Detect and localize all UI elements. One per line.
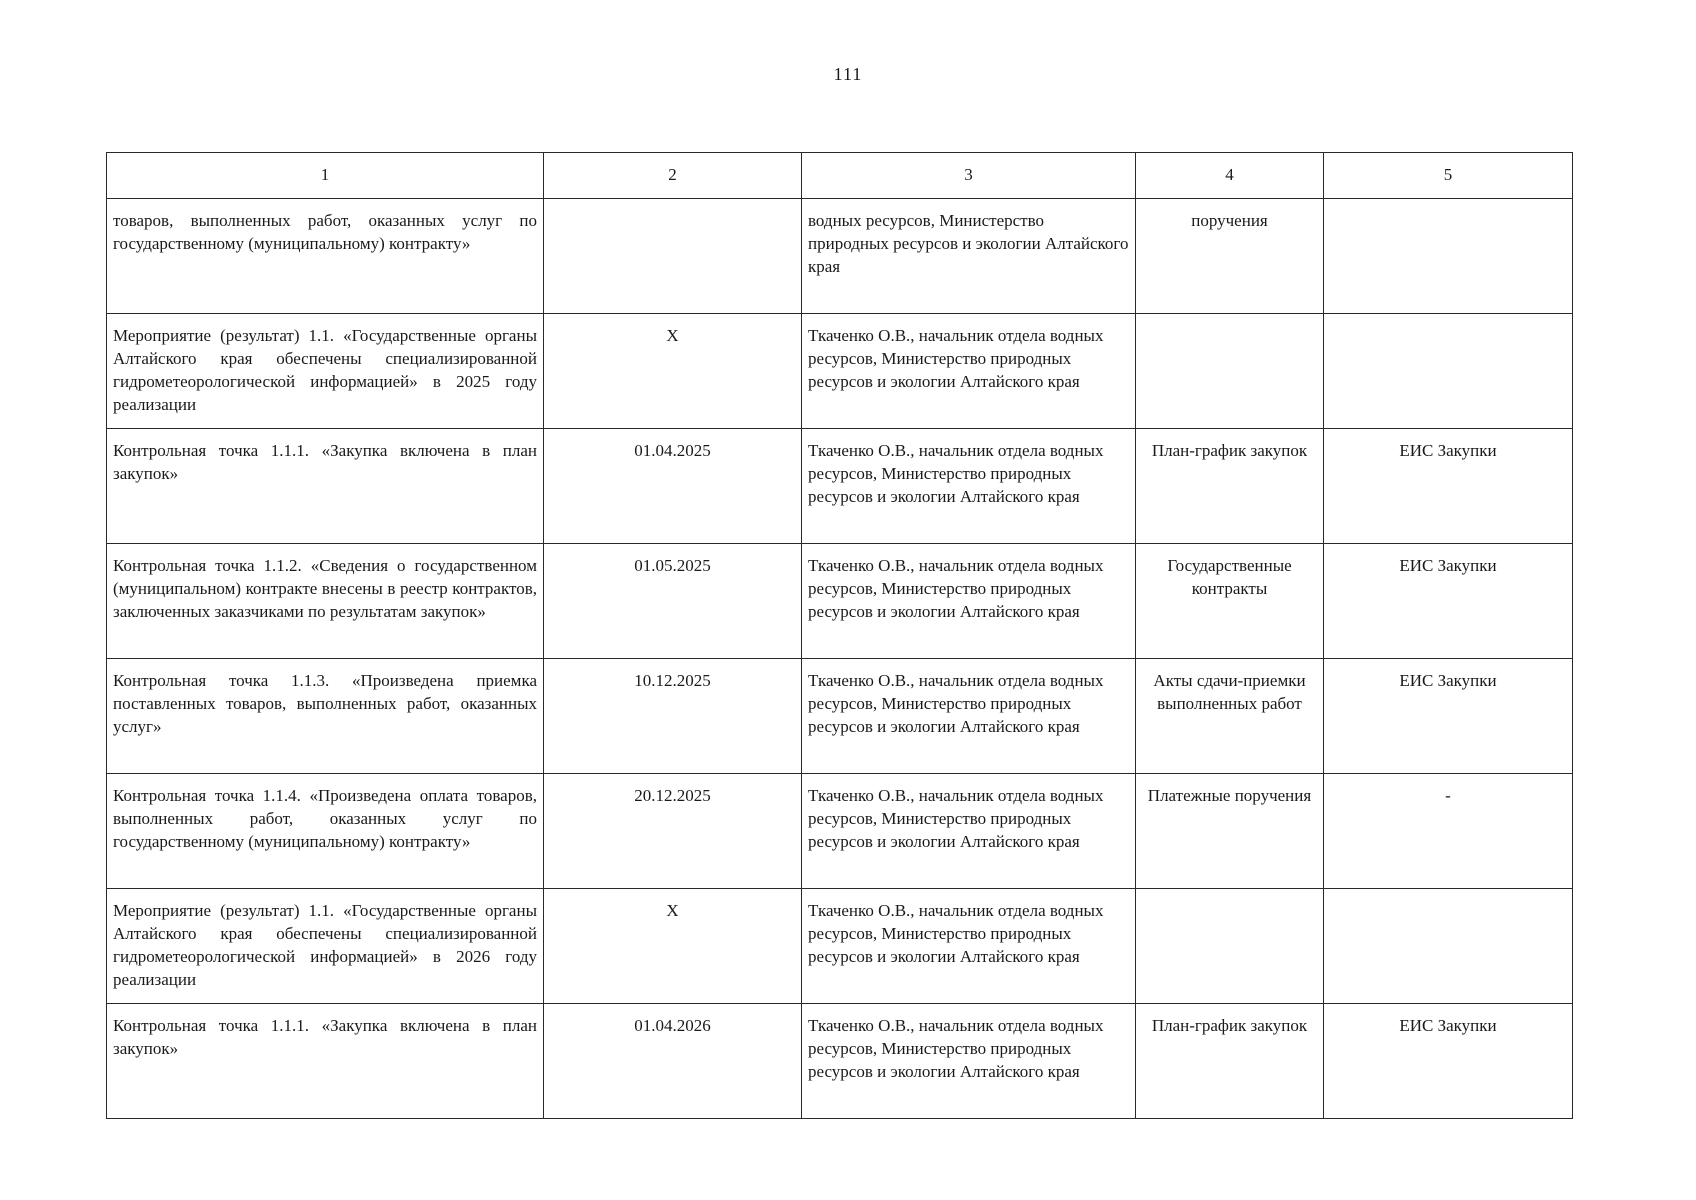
cell-description: Контрольная точка 1.1.1. «Закупка включена в план закупок» <box>107 429 544 544</box>
cell-description: Контрольная точка 1.1.3. «Произведена приемка поставленных товаров, выполненных работ, оказанных услуг» <box>107 659 544 774</box>
document-table <box>106 152 1573 1119</box>
cell-system: ЕИС Закупки <box>1324 1004 1573 1119</box>
table-row <box>107 314 1573 429</box>
page-number: 111 <box>833 64 863 84</box>
cell-document: План-график закупок <box>1136 1004 1324 1119</box>
cell-system: ЕИС Закупки <box>1324 659 1573 774</box>
cell-date: X <box>544 889 802 1004</box>
cell-date: 01.04.2025 <box>544 429 802 544</box>
cell-responsible: Ткаченко О.В., начальник отдела водных ресурсов, Министерство природных ресурсов и экологии Алтайского края <box>802 659 1136 774</box>
column-header: 5 <box>1324 153 1573 199</box>
cell-responsible: Ткаченко О.В., начальник отдела водных ресурсов, Министерство природных ресурсов и экологии Алтайского края <box>802 1004 1136 1119</box>
cell-document: Государственные контракты <box>1136 544 1324 659</box>
cell-date: 10.12.2025 <box>544 659 802 774</box>
cell-document: Платежные поручения <box>1136 774 1324 889</box>
cell-system <box>1324 199 1573 314</box>
cell-document: поручения <box>1136 199 1324 314</box>
table-header-row <box>107 153 1573 199</box>
cell-date <box>544 199 802 314</box>
cell-system <box>1324 889 1573 1004</box>
cell-system <box>1324 314 1573 429</box>
cell-description: товаров, выполненных работ, оказанных услуг по государственному (муниципальному) контракту» <box>107 199 544 314</box>
cell-document: План-график закупок <box>1136 429 1324 544</box>
cell-system: ЕИС Закупки <box>1324 544 1573 659</box>
cell-responsible: водных ресурсов, Министерство природных ресурсов и экологии Алтайского края <box>802 199 1136 314</box>
table-row <box>107 889 1573 1004</box>
cell-responsible: Ткаченко О.В., начальник отдела водных ресурсов, Министерство природных ресурсов и экологии Алтайского края <box>802 314 1136 429</box>
cell-responsible: Ткаченко О.В., начальник отдела водных ресурсов, Министерство природных ресурсов и экологии Алтайского края <box>802 889 1136 1004</box>
table-row <box>107 544 1573 659</box>
cell-date: 01.05.2025 <box>544 544 802 659</box>
cell-document: Акты сдачи-приемки выполненных работ <box>1136 659 1324 774</box>
cell-document <box>1136 314 1324 429</box>
table-row <box>107 429 1573 544</box>
cell-description: Контрольная точка 1.1.4. «Произведена оплата товаров, выполненных работ, оказанных услуг по государственному (муниципальному) контракту» <box>107 774 544 889</box>
cell-description: Контрольная точка 1.1.1. «Закупка включена в план закупок» <box>107 1004 544 1119</box>
cell-responsible: Ткаченко О.В., начальник отдела водных ресурсов, Министерство природных ресурсов и экологии Алтайского края <box>802 544 1136 659</box>
column-header: 3 <box>802 153 1136 199</box>
column-header: 4 <box>1136 153 1324 199</box>
cell-system: ЕИС Закупки <box>1324 429 1573 544</box>
cell-responsible: Ткаченко О.В., начальник отдела водных ресурсов, Министерство природных ресурсов и экологии Алтайского края <box>802 774 1136 889</box>
cell-responsible: Ткаченко О.В., начальник отдела водных ресурсов, Министерство природных ресурсов и экологии Алтайского края <box>802 429 1136 544</box>
table-row <box>107 1004 1573 1119</box>
cell-system: - <box>1324 774 1573 889</box>
cell-description: Мероприятие (результат) 1.1. «Государственные органы Алтайского края обеспечены специализированной гидрометеорологической информацией» в 2026 году реализации <box>107 889 544 1004</box>
cell-date: 20.12.2025 <box>544 774 802 889</box>
cell-date: 01.04.2026 <box>544 1004 802 1119</box>
cell-date: X <box>544 314 802 429</box>
table-row <box>107 199 1573 314</box>
table-row <box>107 659 1573 774</box>
cell-description: Мероприятие (результат) 1.1. «Государственные органы Алтайского края обеспечены специализированной гидрометеорологической информацией» в 2025 году реализации <box>107 314 544 429</box>
cell-document <box>1136 889 1324 1004</box>
column-header: 2 <box>544 153 802 199</box>
cell-description: Контрольная точка 1.1.2. «Сведения о государственном (муниципальном) контракте внесены в реестр контрактов, заключенных заказчиками по результатам закупок» <box>107 544 544 659</box>
column-header: 1 <box>107 153 544 199</box>
table-row <box>107 774 1573 889</box>
